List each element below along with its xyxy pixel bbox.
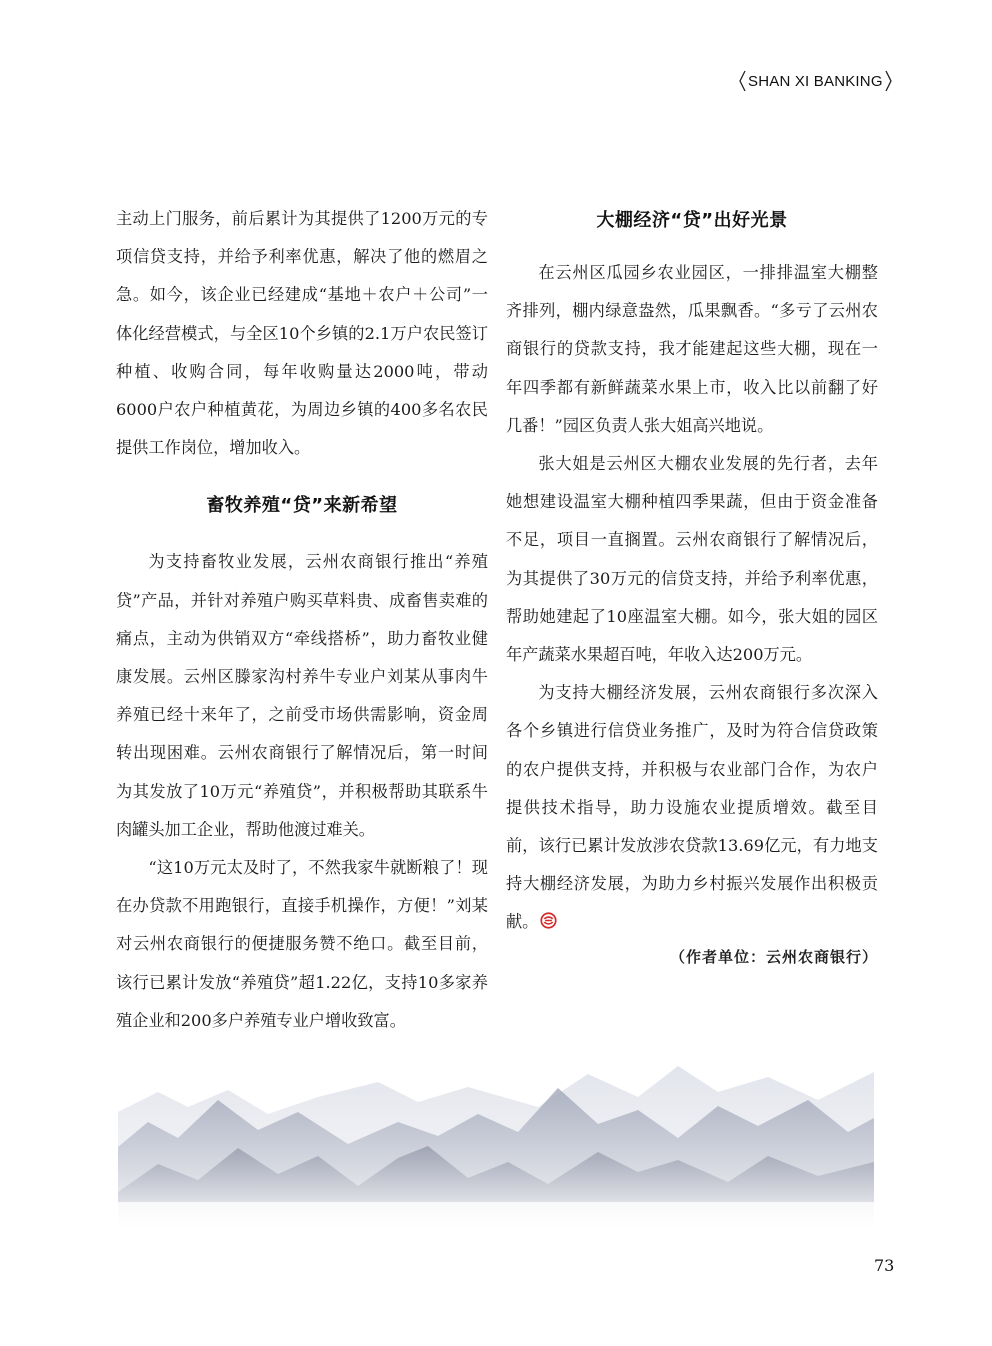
mountain-ink-painting [118,1052,874,1228]
left-chevron-bracket-icon [738,70,746,92]
section-title-livestock: 畜牧养殖“贷”来新希望 [206,495,398,517]
author-byline: （作者单位：云州农商银行） [669,947,878,966]
publication-header [738,70,893,92]
red-circle-logo-icon [540,912,557,929]
paragraph: “这10万元太及时了，不然我家牛就断粮了！现在办贷款不用跑银行，直接手机操作，方便！”刘某对云州农商银行的便捷服务赞不绝口。截至目前，该行已累计发放“养殖贷”超1.22亿，支持10多家养殖企业和200多户养殖专业户增收致富。 [116,858,488,1030]
publication-name: SHAN XI BANKING [748,72,883,90]
paragraph: 为支持畜牧业发展，云州农商银行推出“养殖贷”产品，并针对养殖户购买草料贵、成畜售卖难的痛点，主动为供销双方“牵线搭桥”，助力畜牧业健康发展。云州区滕家沟村养牛专业户刘某从事肉牛养殖已经十来年了，之前受市场供需影响，资金周转出现困难。云州农商银行了解情况后，第一时间为其发放了10万元“养殖贷”，并积极帮助其联系牛肉罐头加工企业，帮助他渡过难关。 [116,552,488,839]
closing-paragraph-text: 为支持大棚经济发展，云州农商银行多次深入各个乡镇进行信贷业务推广，及时为符合信贷政策的农户提供支持，并积极与农业部门合作，为农户提供技术指导，助力设施农业提质增效。截至目前，该行已累计发放涉农贷款13.69亿元，有力地支持大棚经济发展，为助力乡村振兴发展作出积极贡献。 [506,683,878,932]
continued-paragraph: 主动上门服务，前后累计为其提供了1200万元的专项信贷支持，并给予利率优惠，解决了他的燃眉之急。如今，该企业已经建成“基地＋农户＋公司”一体化经营模式，与全区10个乡镇的2.1万户农民签订种植、收购合同，每年收购量达2000吨，带动6000户农户种植黄花，为周边乡镇的400多名农民提供工作岗位，增加收入。 [116,209,488,458]
left-column [116,200,488,1040]
section-title-greenhouse: 大棚经济“贷”出好光景 [596,210,788,231]
right-chevron-bracket-icon [885,70,893,92]
page-number: 73 [874,1256,895,1275]
closing-paragraph [506,674,878,941]
paragraph: 在云州区瓜园乡农业园区，一排排温室大棚整齐排列，棚内绿意盎然，瓜果飘香。“多亏了云州农商银行的贷款支持，我才能建起这些大棚，现在一年四季都有新鲜蔬菜水果上市，收入比以前翻了好几番！”园区负责人张大姐高兴地说。 [506,263,878,435]
paragraph: 张大姐是云州区大棚农业发展的先行者，去年她想建设温室大棚种植四季果蔬，但由于资金准备不足，项目一直搁置。云州农商银行了解情况后，为其提供了30万元的信贷支持，并给予利率优惠，帮助她建起了10座温室大棚。如今，张大姐的园区年产蔬菜水果超百吨，年收入达200万元。 [506,454,878,665]
mountain-landscape-illustration [118,1052,874,1228]
right-column [506,206,878,967]
